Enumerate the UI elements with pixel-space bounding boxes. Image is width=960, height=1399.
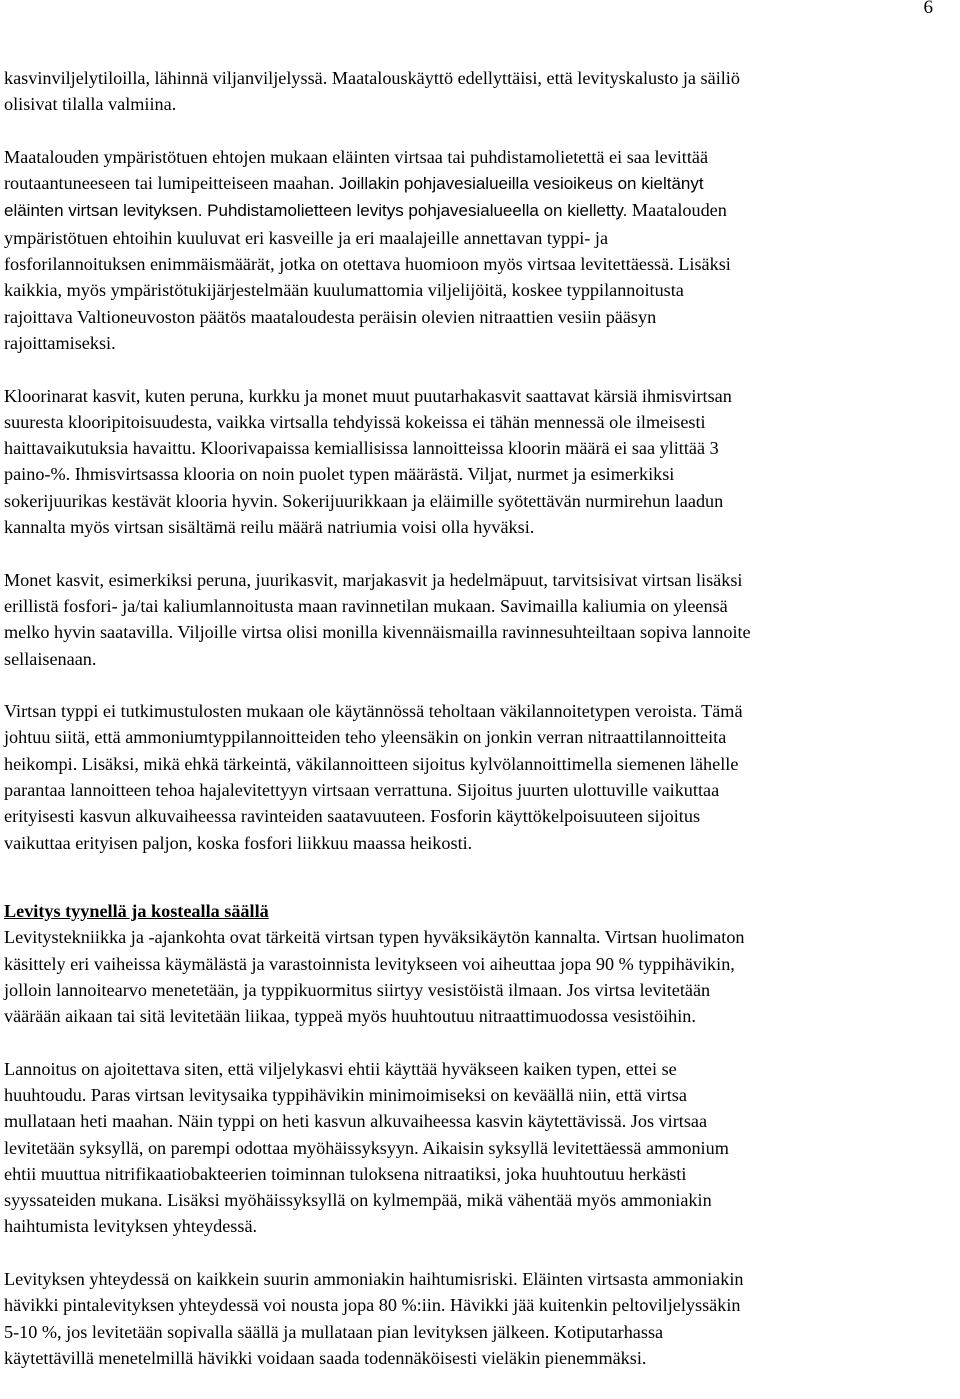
text-segment: jolloin lannoitearvo menetetään, ja typpikuormitus siirtyy vesistöistä ilmaan. Jos virtsa levitetään <box>4 979 711 1000</box>
text-segment: käytettävillä menetelmillä hävikki voidaan saada todennäköisesti vieläkin pienemmäksi. <box>4 1347 647 1368</box>
paragraph-spacer <box>4 1240 960 1266</box>
text-line <box>4 197 960 224</box>
text-segment: sokerijuurikas kestävät klooria hyvin. Sokerijuurikkaan ja eläimille syötettävän nurmirehun laadun <box>4 490 724 511</box>
text-segment: kaikkia, myös ympäristötukijärjestelmään kuulumattomia viljelijöitä, koskee typpilannoitusta <box>4 280 684 301</box>
text-segment: rajoittava Valtioneuvoston päätös maataloudesta peräisin olevien nitraattien vesiin pääsyn <box>4 306 657 327</box>
text-segment: väärään aikaan tai sitä levitetään liikaa, typpeä myös huuhtoutuu nitraattimuodossa vesistöihin. <box>4 1006 696 1027</box>
text-line <box>4 1135 960 1161</box>
text-segment: Levityksen yhteydessä on kaikkein suurin ammoniakin haihtumisriski. Eläinten virtsasta ammoniakin <box>4 1269 744 1290</box>
text-segment: haihtumista levityksen yhteydessä. <box>4 1216 258 1237</box>
text-segment: Maatalouden ympäristötuen ehtojen mukaan eläinten virtsaa tai puhdistamolietettä ei saa levittää <box>4 146 709 167</box>
text-line <box>4 514 960 540</box>
text-line <box>4 1082 960 1108</box>
paragraph <box>4 924 960 1029</box>
text-line <box>4 830 960 856</box>
text-line <box>4 170 960 197</box>
section-heading: Levitys tyynellä ja kostealla säällä <box>4 900 269 921</box>
text-segment: käsittely eri vaiheissa käymälästä ja varastoinnista levitykseen voi aiheuttaa jopa 90 % typpihävikin, <box>4 953 735 974</box>
text-segment: erillistä fosfori- ja/tai kaliumlannoitusta maan ravinnetilan mukaan. Savimailla kaliumia on yleensä <box>4 595 728 616</box>
paragraph-spacer <box>4 1029 960 1055</box>
text-line <box>4 924 960 950</box>
text-line <box>4 1266 960 1292</box>
text-line <box>4 304 960 330</box>
text-segment: Kloorinarat kasvit, kuten peruna, kurkku ja monet muut puutarhakasvit saattavat kärsiä ihmisvirtsan <box>4 385 732 406</box>
text-segment: suuresta klooripitoisuudesta, vaikka virtsalla tehdyissä kokeissa ei tähän mennessä ole ilmeisesti <box>4 411 706 432</box>
page-number: 6 <box>923 0 933 18</box>
text-line <box>4 1213 960 1239</box>
text-segment: parantaa lannoitteen tehoa hajalevitettyyn virtsaan verrattuna. Sijoitus juurten ulottuville vaikuttaa <box>4 780 720 801</box>
text-segment: huuhtoudu. Paras virtsan levitysaika typpihävikin minimoimiseksi on keväällä niin, että virtsa <box>4 1084 687 1105</box>
text-line <box>4 65 960 91</box>
text-line <box>4 1003 960 1029</box>
text-segment: kannalta myös virtsan sisältämä reilu määrä natriumia voisi olla hyväksi. <box>4 517 535 538</box>
text-line <box>4 567 960 593</box>
text-line <box>4 277 960 303</box>
text-line <box>4 330 960 356</box>
text-segment: fosforilannoituksen enimmäismäärät, jotka on otettava huomioon myös virtsaa levitettäessä. Lisäksi <box>4 254 731 275</box>
paragraph <box>4 144 960 356</box>
text-segment: mullataan heti maahan. Näin typpi on heti kasvun alkuvaiheessa kasvin käytettävissä. Jos virtsaa <box>4 1111 708 1132</box>
text-segment: Virtsan typpi ei tutkimustulosten mukaan ole käytännössä teholtaan väkilannoitetypen veroista. Tämä <box>4 701 743 722</box>
text-segment: Maatalouden <box>627 200 727 221</box>
text-line <box>4 803 960 829</box>
text-line <box>4 619 960 645</box>
text-line <box>4 251 960 277</box>
text-line <box>4 461 960 487</box>
text-segment: erityisesti kasvun alkuvaiheessa ravinteiden saatavuuteen. Fosforin käyttökelpoisuuteen sijoitus <box>4 806 701 827</box>
text-line <box>4 225 960 251</box>
text-line <box>4 698 960 724</box>
text-line <box>4 91 960 117</box>
text-segment: ehtii muuttua nitrifikaatiobakteerien toiminnan tuloksena nitraatiksi, joka huuhtoutuu herkästi <box>4 1163 687 1184</box>
paragraph-spacer <box>4 856 960 898</box>
text-segment: haittavaikutuksia havaittu. Kloorivapaissa kemiallisissa lannoitteissa kloorin määrä ei saa ylittää 3 <box>4 438 719 459</box>
text-line <box>4 435 960 461</box>
text-segment: heikompi. Lisäksi, mikä ehkä tärkeintä, väkilannoitteen sijoitus kylvölannoittimella siemenen lähelle <box>4 753 739 774</box>
paragraph <box>4 698 960 856</box>
text-line <box>4 488 960 514</box>
paragraph <box>4 1056 960 1240</box>
text-line <box>4 1056 960 1082</box>
text-segment: Joillakin pohjavesialueilla vesioikeus on kieltänyt <box>338 174 704 194</box>
text-segment: rajoittamiseksi. <box>4 332 116 353</box>
text-line <box>4 724 960 750</box>
text-line <box>4 409 960 435</box>
text-line <box>4 951 960 977</box>
text-segment: paino-%. Ihmisvirtsassa klooria on noin puolet typen määrästä. Viljat, nurmet ja esimerkiksi <box>4 464 675 485</box>
paragraph-spacer <box>4 118 960 144</box>
text-line <box>4 144 960 170</box>
text-line <box>4 777 960 803</box>
text-segment: routaantuneeseen tai lumipeitteiseen maahan. <box>4 173 339 194</box>
text-line <box>4 751 960 777</box>
text-segment: 5-10 %, jos levitetään sopivalla säällä ja mullataan pian levityksen jälkeen. Kotiputarhassa <box>4 1321 664 1342</box>
paragraph-spacer <box>4 672 960 698</box>
text-segment: Monet kasvit, esimerkiksi peruna, juurikasvit, marjakasvit ja hedelmäpuut, tarvitsisivat virtsan lisäksi <box>4 569 743 590</box>
text-segment: sellaisenaan. <box>4 648 97 669</box>
text-line <box>4 1345 960 1371</box>
text-line <box>4 383 960 409</box>
document-body <box>4 65 960 1371</box>
paragraph-spacer <box>4 356 960 382</box>
text-line <box>4 593 960 619</box>
text-line <box>4 1319 960 1345</box>
paragraph-spacer <box>4 540 960 566</box>
text-line <box>4 1292 960 1318</box>
paragraph <box>4 65 960 118</box>
paragraph <box>4 383 960 541</box>
paragraph <box>4 567 960 672</box>
text-segment: Lannoitus on ajoitettava siten, että viljelykasvi ehtii käyttää hyväkseen kaiken typen, ettei se <box>4 1058 677 1079</box>
text-segment: johtuu siitä, että ammoniumtyppilannoitteiden teho yleensäkin on jonkin verran nitraattilannoitteita <box>4 727 727 748</box>
text-segment: kasvinviljelytiloilla, lähinnä viljanviljelyssä. Maatalouskäyttö edellyttäisi, että levityskalusto ja säiliö <box>4 68 740 88</box>
text-segment: eläinten virtsan levityksen. Puhdistamolietteen levitys pohjavesialueella on kielletty. <box>4 201 628 221</box>
paragraph <box>4 1266 960 1371</box>
text-segment: olisivat tilalla valmiina. <box>4 94 177 115</box>
text-segment: Levitystekniikka ja -ajankohta ovat tärkeitä virtsan typen hyväksikäytön kannalta. Virtsan huolimaton <box>4 927 745 948</box>
text-segment: syyssateiden mukana. Lisäksi myöhäissyksyllä on kylmempää, mikä vähentää myös ammoniakin <box>4 1190 712 1211</box>
text-line <box>4 1108 960 1134</box>
text-segment: ympäristötuen ehtoihin kuuluvat eri kasveille ja eri maalajeille annettavan typpi- ja <box>4 227 609 248</box>
text-line <box>4 1161 960 1187</box>
text-line <box>4 1187 960 1213</box>
text-segment: vaikuttaa erityisen paljon, koska fosfori liikkuu maassa heikosti. <box>4 832 473 853</box>
text-segment: hävikki pintalevityksen yhteydessä voi nousta jopa 80 %:iin. Hävikki jää kuitenkin peltoviljelyssäkin <box>4 1295 741 1316</box>
text-segment: levitetään syksyllä, on parempi odottaa myöhäissyksyyn. Aikaisin syksyllä levitettäessä ammonium <box>4 1137 729 1158</box>
text-line <box>4 977 960 1003</box>
text-line <box>4 646 960 672</box>
text-segment: melko hyvin saatavilla. Viljoille virtsa olisi monilla kivennäismailla ravinnesuhteiltaan sopiva lannoite <box>4 622 751 643</box>
